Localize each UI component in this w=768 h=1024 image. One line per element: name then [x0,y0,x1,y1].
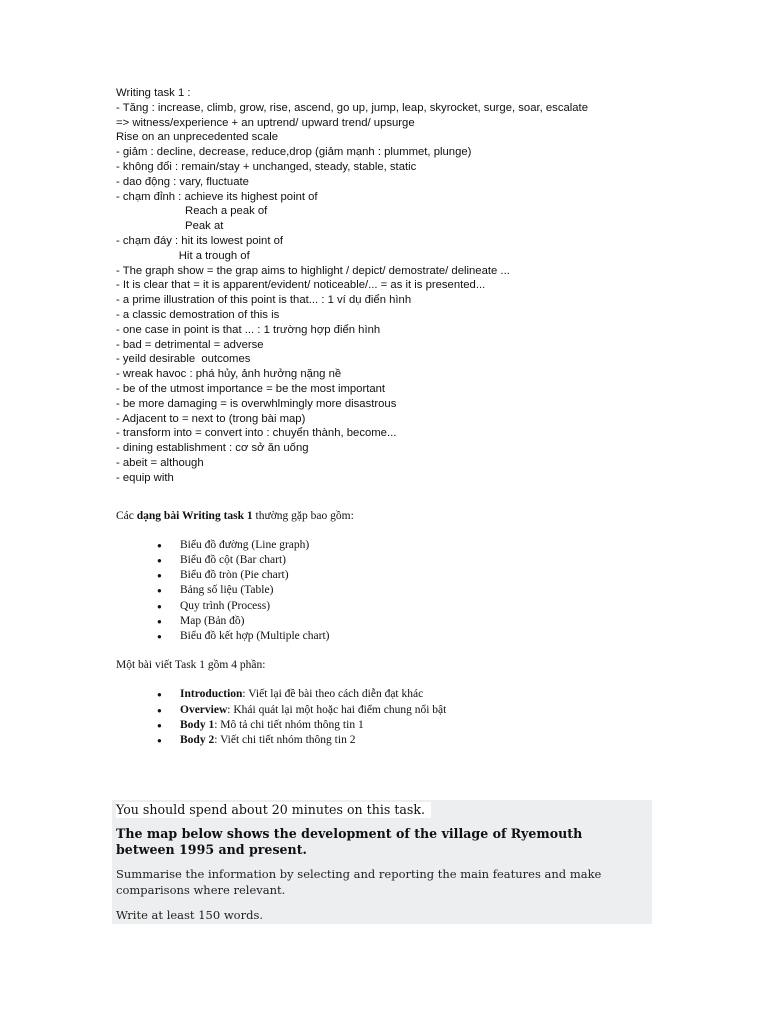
part-name: Introduction [180,688,243,701]
note-line: - transform into = convert into : chuyển thành, become... [116,427,397,440]
note-line: - yeild desirable outcomes [116,353,251,366]
task-prompt-box [112,800,652,924]
list-item [180,718,656,733]
note-line: - abeit = although [116,456,204,469]
part-name: Body 2 [180,733,215,746]
note-line: Writing task 1 : [116,87,191,99]
note-line: - be more damaging = is overwhlmingly more disastrous [116,397,397,410]
note-line: - giảm : decline, decrease, reduce,drop (giảm mạnh : plummet, plunge) [116,146,472,159]
note-line: Reach a peak of [116,205,268,218]
document-page [116,86,656,748]
part-desc: : Viết chi tiết nhóm thông tin 2 [214,733,356,746]
note-line: - dao động : vary, fluctuate [116,175,249,188]
list-item: ● Quy trình (Process) [180,599,656,614]
note-line: - Adjacent to = next to (trong bài map) [116,412,306,425]
list-item: ● Bảng số liệu (Table) [180,583,656,598]
part-desc: : Khái quát lại một hoặc hai điểm chung nổi bật [227,703,447,716]
note-line: => witness/experience + an uptrend/ upward trend/ upsurge [116,116,415,129]
note-line: - Tăng : increase, climb, grow, rise, ascend, go up, jump, leap, skyrocket, surge, soar, escalate [116,101,588,114]
note-line: - a prime illustration of this point is that... : 1 ví dụ điển hình [116,294,412,307]
list-item: ● Biểu đồ kết hợp (Multiple chart) [180,629,656,644]
task-types-section [116,509,656,749]
note-line: - one case in point is that ... : 1 trường hợp điển hình [116,323,381,336]
intro-suffix: thường gặp bao gồm: [252,509,354,522]
note-line: - chạm đỉnh : achieve its highest point of [116,190,318,203]
parts-intro: Một bài viết Task 1 gồm 4 phần: [116,659,266,672]
list-item [180,703,656,718]
note-line: Peak at [116,220,224,233]
vocabulary-notes [116,86,656,486]
summarise-instruction: Summarise the information by selecting and reporting the main features and make comparisons where relevant. [116,867,602,897]
list-item: ● Map (Bản đồ) [180,614,656,629]
list-item: ● Biểu đồ cột (Bar chart) [180,553,656,568]
intro-bold: dạng bài Writing task 1 [136,509,253,522]
note-line: - bad = detrimental = adverse [116,338,264,351]
part-name: Body 1 [180,718,215,731]
list-item: ● Biểu đồ tròn (Pie chart) [180,568,656,583]
note-line: - equip with [116,471,174,484]
time-instruction: You should spend about 20 minutes on this task. [116,802,431,818]
note-line: - wreak havoc : phá hủy, ảnh hưởng nặng nề [116,368,342,381]
parts-list [116,687,656,748]
part-name: Overview [180,703,228,716]
note-line: - be of the utmost importance = be the most important [116,382,386,395]
task-types-list [116,538,656,644]
note-line: - The graph show = the grap aims to highlight / depict/ demostrate/ delineate ... [116,264,510,277]
list-item: ● Biểu đồ đường (Line graph) [180,538,656,553]
part-desc: : Mô tả chi tiết nhóm thông tin 1 [214,718,364,731]
note-line: - dining establishment : cơ sở ăn uống [116,442,309,455]
list-item [180,687,656,702]
note-line: - It is clear that = it is apparent/evident/ noticeable/... = as it is presented... [116,279,486,292]
part-desc: : Viết lại đề bài theo cách diễn đạt khác [242,688,424,701]
note-line: - không đổi : remain/stay + unchanged, steady, stable, static [116,160,417,173]
note-line: - chạm đáy : hit its lowest point of [116,234,284,247]
note-line: Rise on an unprecedented scale [116,131,279,144]
list-item [180,733,656,748]
intro-prefix: Các [116,509,137,522]
note-line: - a classic demostration of this is [116,308,280,321]
note-line: Hit a trough of [116,249,250,262]
task-types-intro [116,509,656,524]
word-count-instruction: Write at least 150 words. [116,908,264,922]
task-prompt: The map below shows the development of the village of Ryemouth between 1995 and present. [116,826,583,857]
